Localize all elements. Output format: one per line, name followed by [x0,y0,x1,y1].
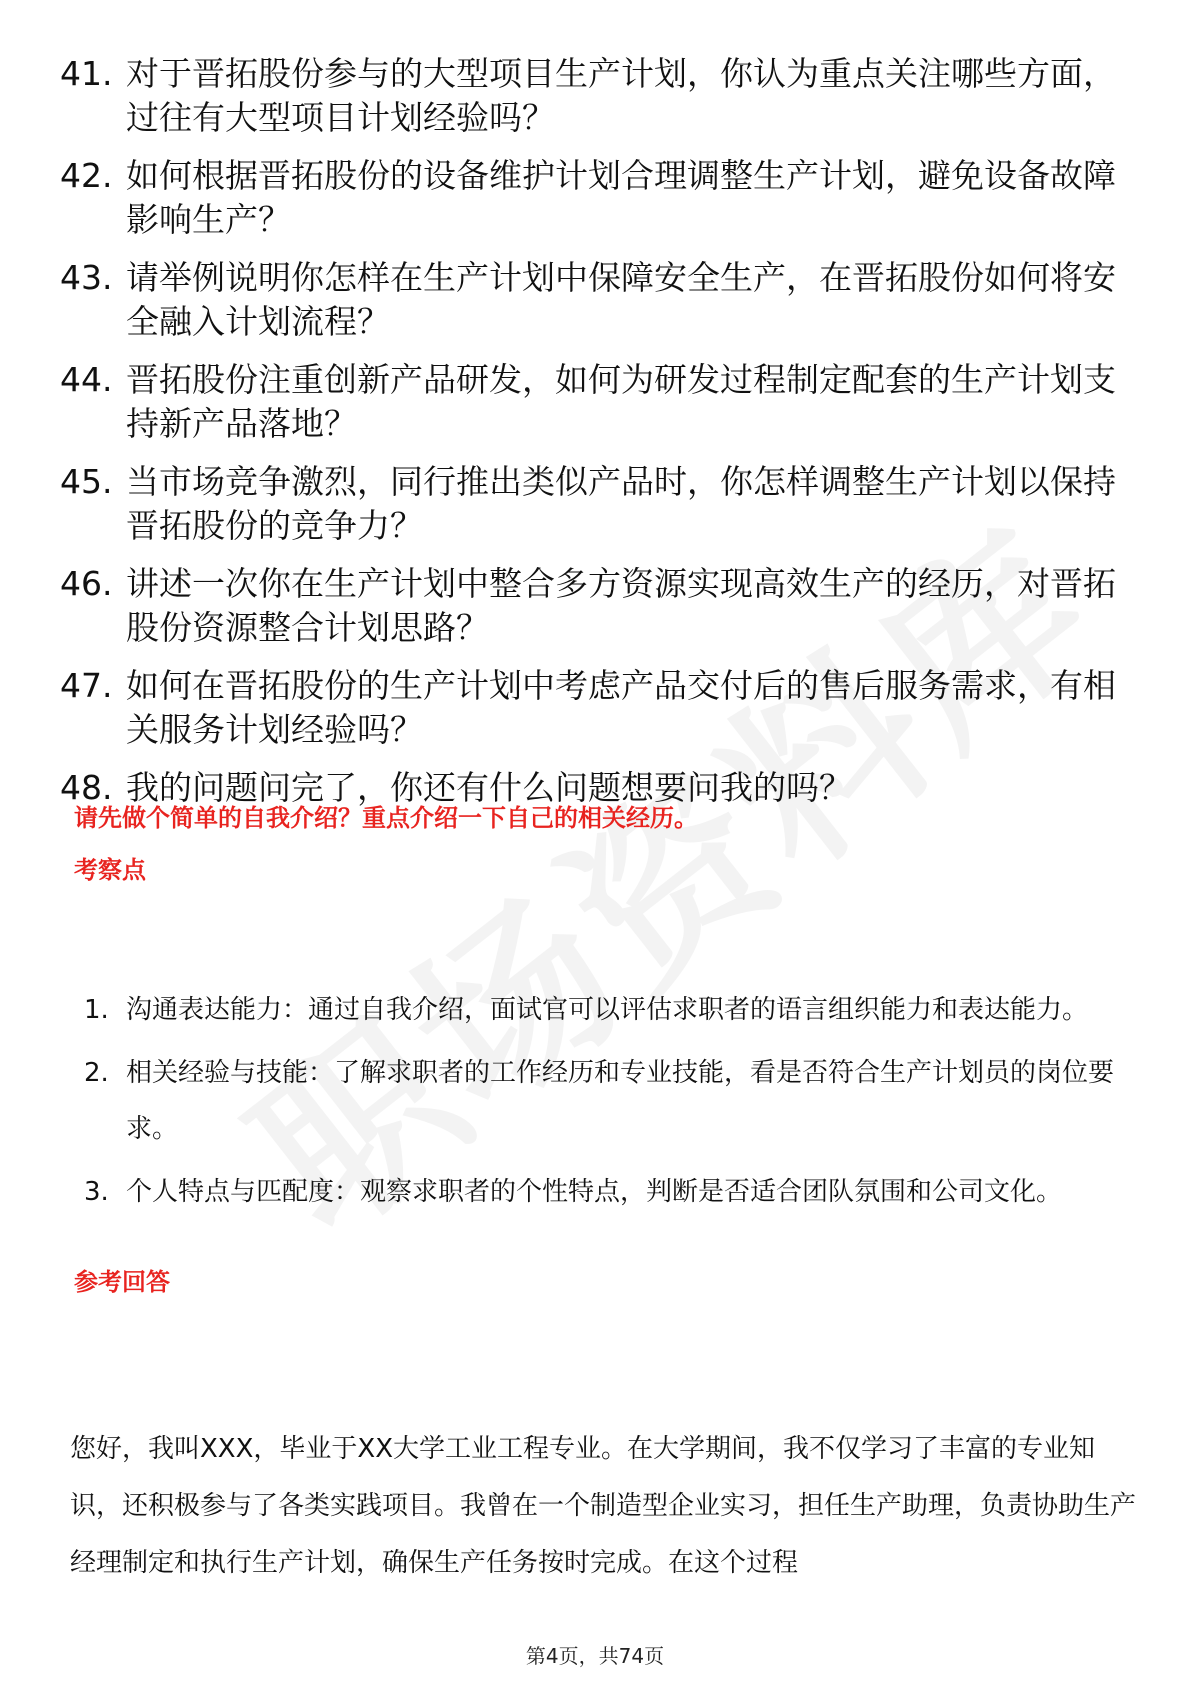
question-item [60,460,1140,548]
question-item [60,52,1140,140]
question-number: 44. [60,360,113,399]
question-list [60,52,1140,824]
reference-answer-heading: 参考回答 [74,1268,170,1296]
exam-point-text: 相关经验与技能：了解求职者的工作经历和专业技能，看是否符合生产计划员的岗位要求。 [126,1058,1115,1144]
exam-points-heading: 考察点 [74,856,146,884]
exam-point-number: 2. [84,1058,109,1088]
exam-points-list [84,982,1144,1227]
exam-point-number: 1. [84,995,109,1025]
exam-point-item [84,1045,1144,1157]
question-text: 讲述一次你在生产计划中整合多方资源实现高效生产的经历，对晋拓股份资源整合计划思路？ [126,564,1116,647]
exam-point-item [84,1164,1144,1220]
question-text: 当市场竞争激烈，同行推出类似产品时，你怎样调整生产计划以保持晋拓股份的竞争力？ [126,462,1116,545]
question-number: 41. [60,54,113,93]
question-text: 如何根据晋拓股份的设备维护计划合理调整生产计划，避免设备故障影响生产？ [126,156,1116,239]
exam-point-text: 沟通表达能力：通过自我介绍，面试官可以评估求职者的语言组织能力和表达能力。 [126,995,1089,1025]
question-number: 45. [60,462,113,501]
question-item [60,256,1140,344]
question-number: 46. [60,564,113,603]
question-item [60,562,1140,650]
question-item [60,664,1140,752]
question-number: 48. [60,768,113,807]
page-footer: 第4页，共74页 [525,1644,665,1668]
reference-answer-text: 您好，我叫XXX，毕业于XX大学工业工程专业。在大学期间，我不仅学习了丰富的专业知识，还积极参与了各类实践项目。我曾在一个制造型企业实习，担任生产助理，负责协助生产经理制定和执行生产计划，确保生产任务按时完成。在这个过程 [70,1434,1137,1578]
exam-point-item [84,982,1144,1038]
exam-point-number: 3. [84,1177,109,1207]
question-item [60,358,1140,446]
question-text: 晋拓股份注重创新产品研发，如何为研发过程制定配套的生产计划支持新产品落地？ [126,360,1116,443]
question-item [60,154,1140,242]
question-heading: 请先做个简单的自我介绍？重点介绍一下自己的相关经历。 [74,804,698,832]
question-text: 对于晋拓股份参与的大型项目生产计划，你认为重点关注哪些方面，过往有大型项目计划经验吗？ [126,54,1116,137]
question-number: 42. [60,156,113,195]
question-number: 43. [60,258,113,297]
question-text: 请举例说明你怎样在生产计划中保障安全生产，在晋拓股份如何将安全融入计划流程？ [126,258,1116,341]
question-number: 47. [60,666,113,705]
exam-point-text: 个人特点与匹配度：观察求职者的个性特点，判断是否适合团队氛围和公司文化。 [126,1177,1063,1207]
question-text: 如何在晋拓股份的生产计划中考虑产品交付后的售后服务需求，有相关服务计划经验吗？ [126,666,1116,749]
question-text: 我的问题问完了，你还有什么问题想要问我的吗？ [126,768,852,807]
